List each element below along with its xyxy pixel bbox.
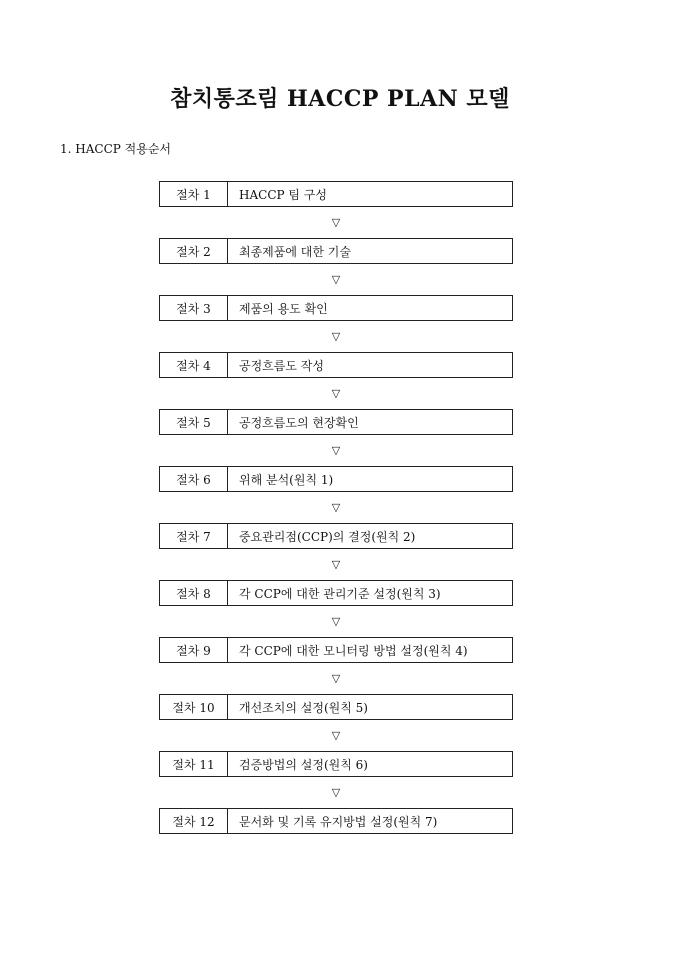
step-description: 검증방법의 설정(원칙 6) — [239, 757, 368, 772]
step-number: 절차 11 — [160, 752, 228, 776]
down-arrow-icon: ▽ — [331, 615, 341, 628]
step-description: 각 CCP에 대한 관리기준 설정(원칙 3) — [239, 586, 441, 601]
step-number: 절차 3 — [160, 296, 228, 320]
step-number: 절차 10 — [160, 695, 228, 719]
down-arrow-icon: ▽ — [331, 444, 341, 457]
step-number: 절차 6 — [160, 467, 228, 491]
step-number: 절차 2 — [160, 239, 228, 263]
down-arrow-icon: ▽ — [331, 216, 341, 229]
document-title: 참치통조림 HACCP PLAN 모델 — [170, 86, 510, 112]
step-number: 절차 4 — [160, 353, 228, 377]
step-number: 절차 12 — [160, 809, 228, 833]
procedure-step — [159, 181, 513, 207]
step-description: 최종제품에 대한 기술 — [239, 244, 351, 259]
down-arrow-icon: ▽ — [331, 729, 341, 742]
step-description: HACCP 팀 구성 — [239, 187, 327, 202]
procedure-step — [159, 295, 513, 321]
procedure-step — [159, 694, 513, 720]
step-description: 제품의 용도 확인 — [239, 301, 328, 316]
procedure-step — [159, 409, 513, 435]
procedure-step — [159, 523, 513, 549]
down-arrow-icon: ▽ — [331, 387, 341, 400]
step-number: 절차 1 — [160, 182, 228, 206]
procedure-step — [159, 751, 513, 777]
procedure-step — [159, 637, 513, 663]
down-arrow-icon: ▽ — [331, 501, 341, 514]
procedure-step — [159, 580, 513, 606]
down-arrow-icon: ▽ — [331, 672, 341, 685]
procedure-step — [159, 238, 513, 264]
down-arrow-icon: ▽ — [331, 558, 341, 571]
section-heading: 1. HACCP 적용순서 — [60, 142, 172, 156]
step-number: 절차 9 — [160, 638, 228, 662]
step-description: 개선조치의 설정(원칙 5) — [239, 700, 368, 715]
procedure-step — [159, 808, 513, 834]
down-arrow-icon: ▽ — [331, 273, 341, 286]
step-description: 공정흐름도의 현장확인 — [239, 415, 359, 430]
procedure-step — [159, 352, 513, 378]
step-description: 위해 분석(원칙 1) — [239, 472, 334, 487]
procedure-flow — [159, 181, 513, 834]
step-number: 절차 5 — [160, 410, 228, 434]
down-arrow-icon: ▽ — [331, 330, 341, 343]
step-number: 절차 8 — [160, 581, 228, 605]
step-description: 중요관리점(CCP)의 결정(원칙 2) — [239, 529, 416, 544]
step-description: 문서화 및 기록 유지방법 설정(원칙 7) — [239, 814, 438, 829]
down-arrow-icon: ▽ — [331, 786, 341, 799]
step-description: 공정흐름도 작성 — [239, 358, 324, 373]
step-description: 각 CCP에 대한 모니터링 방법 설정(원칙 4) — [239, 643, 468, 658]
procedure-step — [159, 466, 513, 492]
step-number: 절차 7 — [160, 524, 228, 548]
